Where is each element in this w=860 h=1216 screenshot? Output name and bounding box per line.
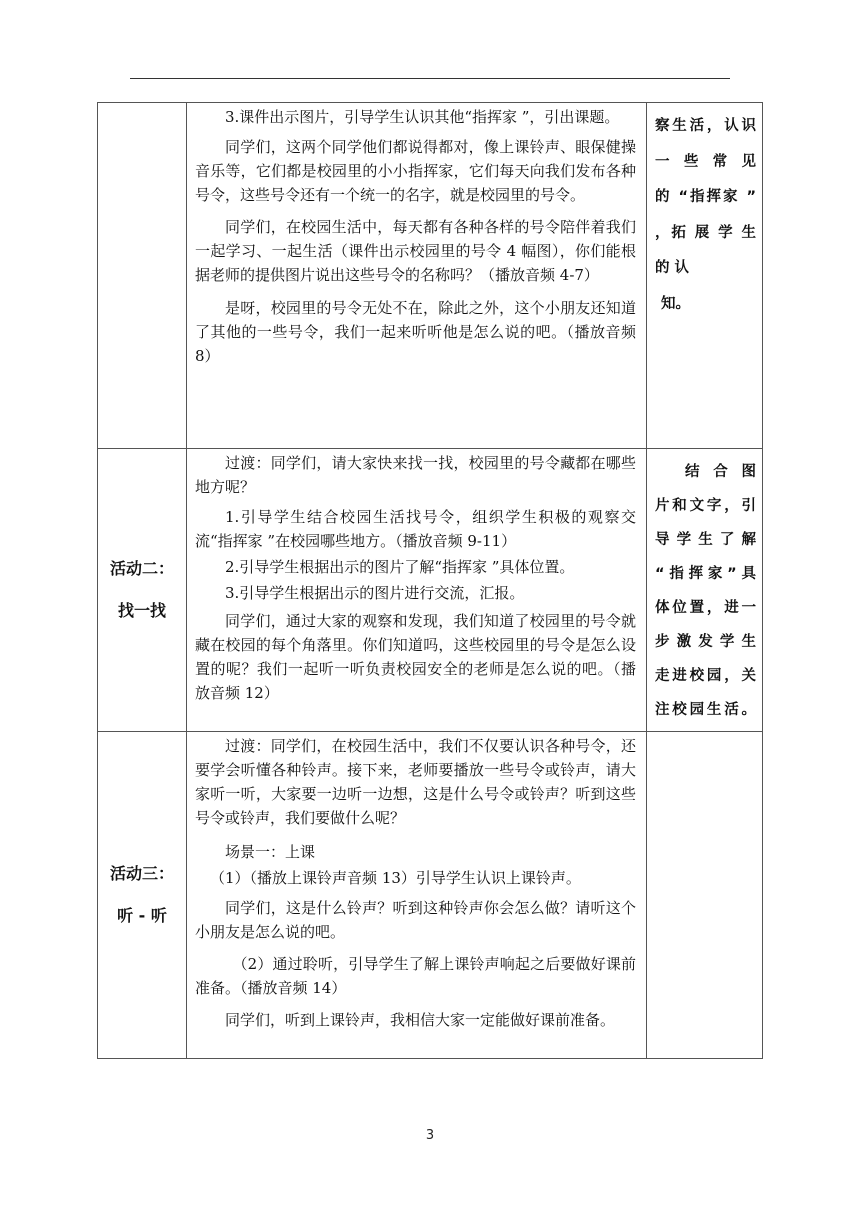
design-intent-line: “指挥家”具 <box>655 566 756 582</box>
content-paragraph: 同学们，听到上课铃声，我相信大家一定能做好课前准备。 <box>225 1011 616 1029</box>
design-intent-cell <box>647 103 763 449</box>
design-intent-line: 一 些 常 见 <box>655 153 756 170</box>
table-row <box>98 449 763 732</box>
content-paragraph: 是呀，校园里的号令无处不在，除此之外，这个小朋友还知道了其他的一些号令，我们一起来听听他是怎么说的吧。（播放音频 8） <box>195 299 636 365</box>
design-intent-line: 导学生了解 <box>655 532 756 548</box>
design-intent-line: 的 认 <box>655 260 690 276</box>
table-row <box>98 103 763 449</box>
design-intent-line: ，拓 展 学 生 <box>655 224 756 241</box>
content-paragraph: 2.引导学生根据出示的图片了解“指挥家 ”具体位置。 <box>225 558 575 576</box>
activity-content-cell <box>187 103 647 449</box>
activity-label-cell <box>98 103 187 449</box>
design-intent-line: 步激发学生 <box>655 634 756 650</box>
design-intent-cell <box>647 449 763 732</box>
content-paragraph: （2）通过聆听，引导学生了解上课铃声响起之后要做好课前准备。（播放音频 14） <box>195 955 636 997</box>
design-intent-line: 注校园生活。 <box>655 702 756 718</box>
content-paragraph: 过渡：同学们，请大家快来找一找，校园里的号令藏都在哪些地方呢？ <box>195 454 636 496</box>
activity-title: 活动二： <box>109 559 174 578</box>
content-paragraph: 同学们，通过大家的观察和发现，我们知道了校园里的号令就藏在校园的每个角落里。你们知道吗，这些校园里的号令是怎么设置的呢？我们一起听一听负责校园安全的老师是怎么说的吧。（播放音频 12） <box>195 612 636 702</box>
activity-label-cell <box>98 449 187 732</box>
activity-content-cell <box>187 449 647 732</box>
design-intent-line: 走进校园，关 <box>655 668 756 684</box>
activity-name: 听 - 听 <box>117 906 167 925</box>
table-row <box>98 732 763 1059</box>
content-paragraph: 同学们，在校园生活中，每天都有各种各样的号令陪伴着我们一起学习、一起生活（课件出示校园里的号令 4 幅图），你们能根据老师的提供图片说出这些号令的名称吗？（播放音频 4-7） <box>195 218 636 284</box>
design-intent-line: 的 “指挥家 ” <box>655 189 756 205</box>
design-intent-line: 结 合 图 <box>685 464 756 480</box>
content-paragraph: 场景一：上课 <box>225 843 316 861</box>
content-paragraph: 3.课件出示图片，引导学生认识其他“指挥家 ”，引出课题。 <box>225 108 620 126</box>
activity-label-cell <box>98 732 187 1059</box>
design-intent-line: 知。 <box>661 295 690 312</box>
page-number: 3 <box>425 1128 435 1143</box>
activity-content-cell <box>187 732 647 1059</box>
content-paragraph: 3.引导学生根据出示的图片进行交流，汇报。 <box>225 584 525 602</box>
design-intent-line: 体位置，进一 <box>655 600 756 616</box>
design-intent-cell <box>647 732 763 1059</box>
design-intent-line: 察生活，认识 <box>655 118 756 134</box>
content-paragraph: 过渡：同学们，在校园生活中，我们不仅要认识各种号令，还要学会听懂各种铃声。接下来，老师要播放一些号令或铃声，请大家听一听，大家要一边听一边想，这是什么号令或铃声？听到这些号令或铃声，我们要做什么呢？ <box>195 737 636 827</box>
lesson-plan-table <box>97 102 763 1059</box>
content-paragraph: 同学们，这是什么铃声？听到这种铃声你会怎么做？请听这个小朋友是怎么说的吧。 <box>195 899 636 941</box>
header-rule <box>130 78 730 79</box>
content-paragraph: 1.引导学生结合校园生活找号令，组织学生积极的观察交流“指挥家 ”在校园哪些地方。（播放音频 9-11） <box>195 508 636 550</box>
content-paragraph: （1）（播放上课铃声音频 13）引导学生认识上课铃声。 <box>210 869 581 887</box>
activity-title: 活动三： <box>109 864 174 883</box>
design-intent-line: 片和文字，引 <box>655 498 756 514</box>
activity-name: 找一找 <box>117 601 166 620</box>
content-paragraph: 同学们，这两个同学他们都说得都对，像上课铃声、眼保健操音乐等，它们都是校园里的小小指挥家，它们每天向我们发布各种号令，这些号令还有一个统一的名字，就是校园里的号令。 <box>195 138 636 204</box>
